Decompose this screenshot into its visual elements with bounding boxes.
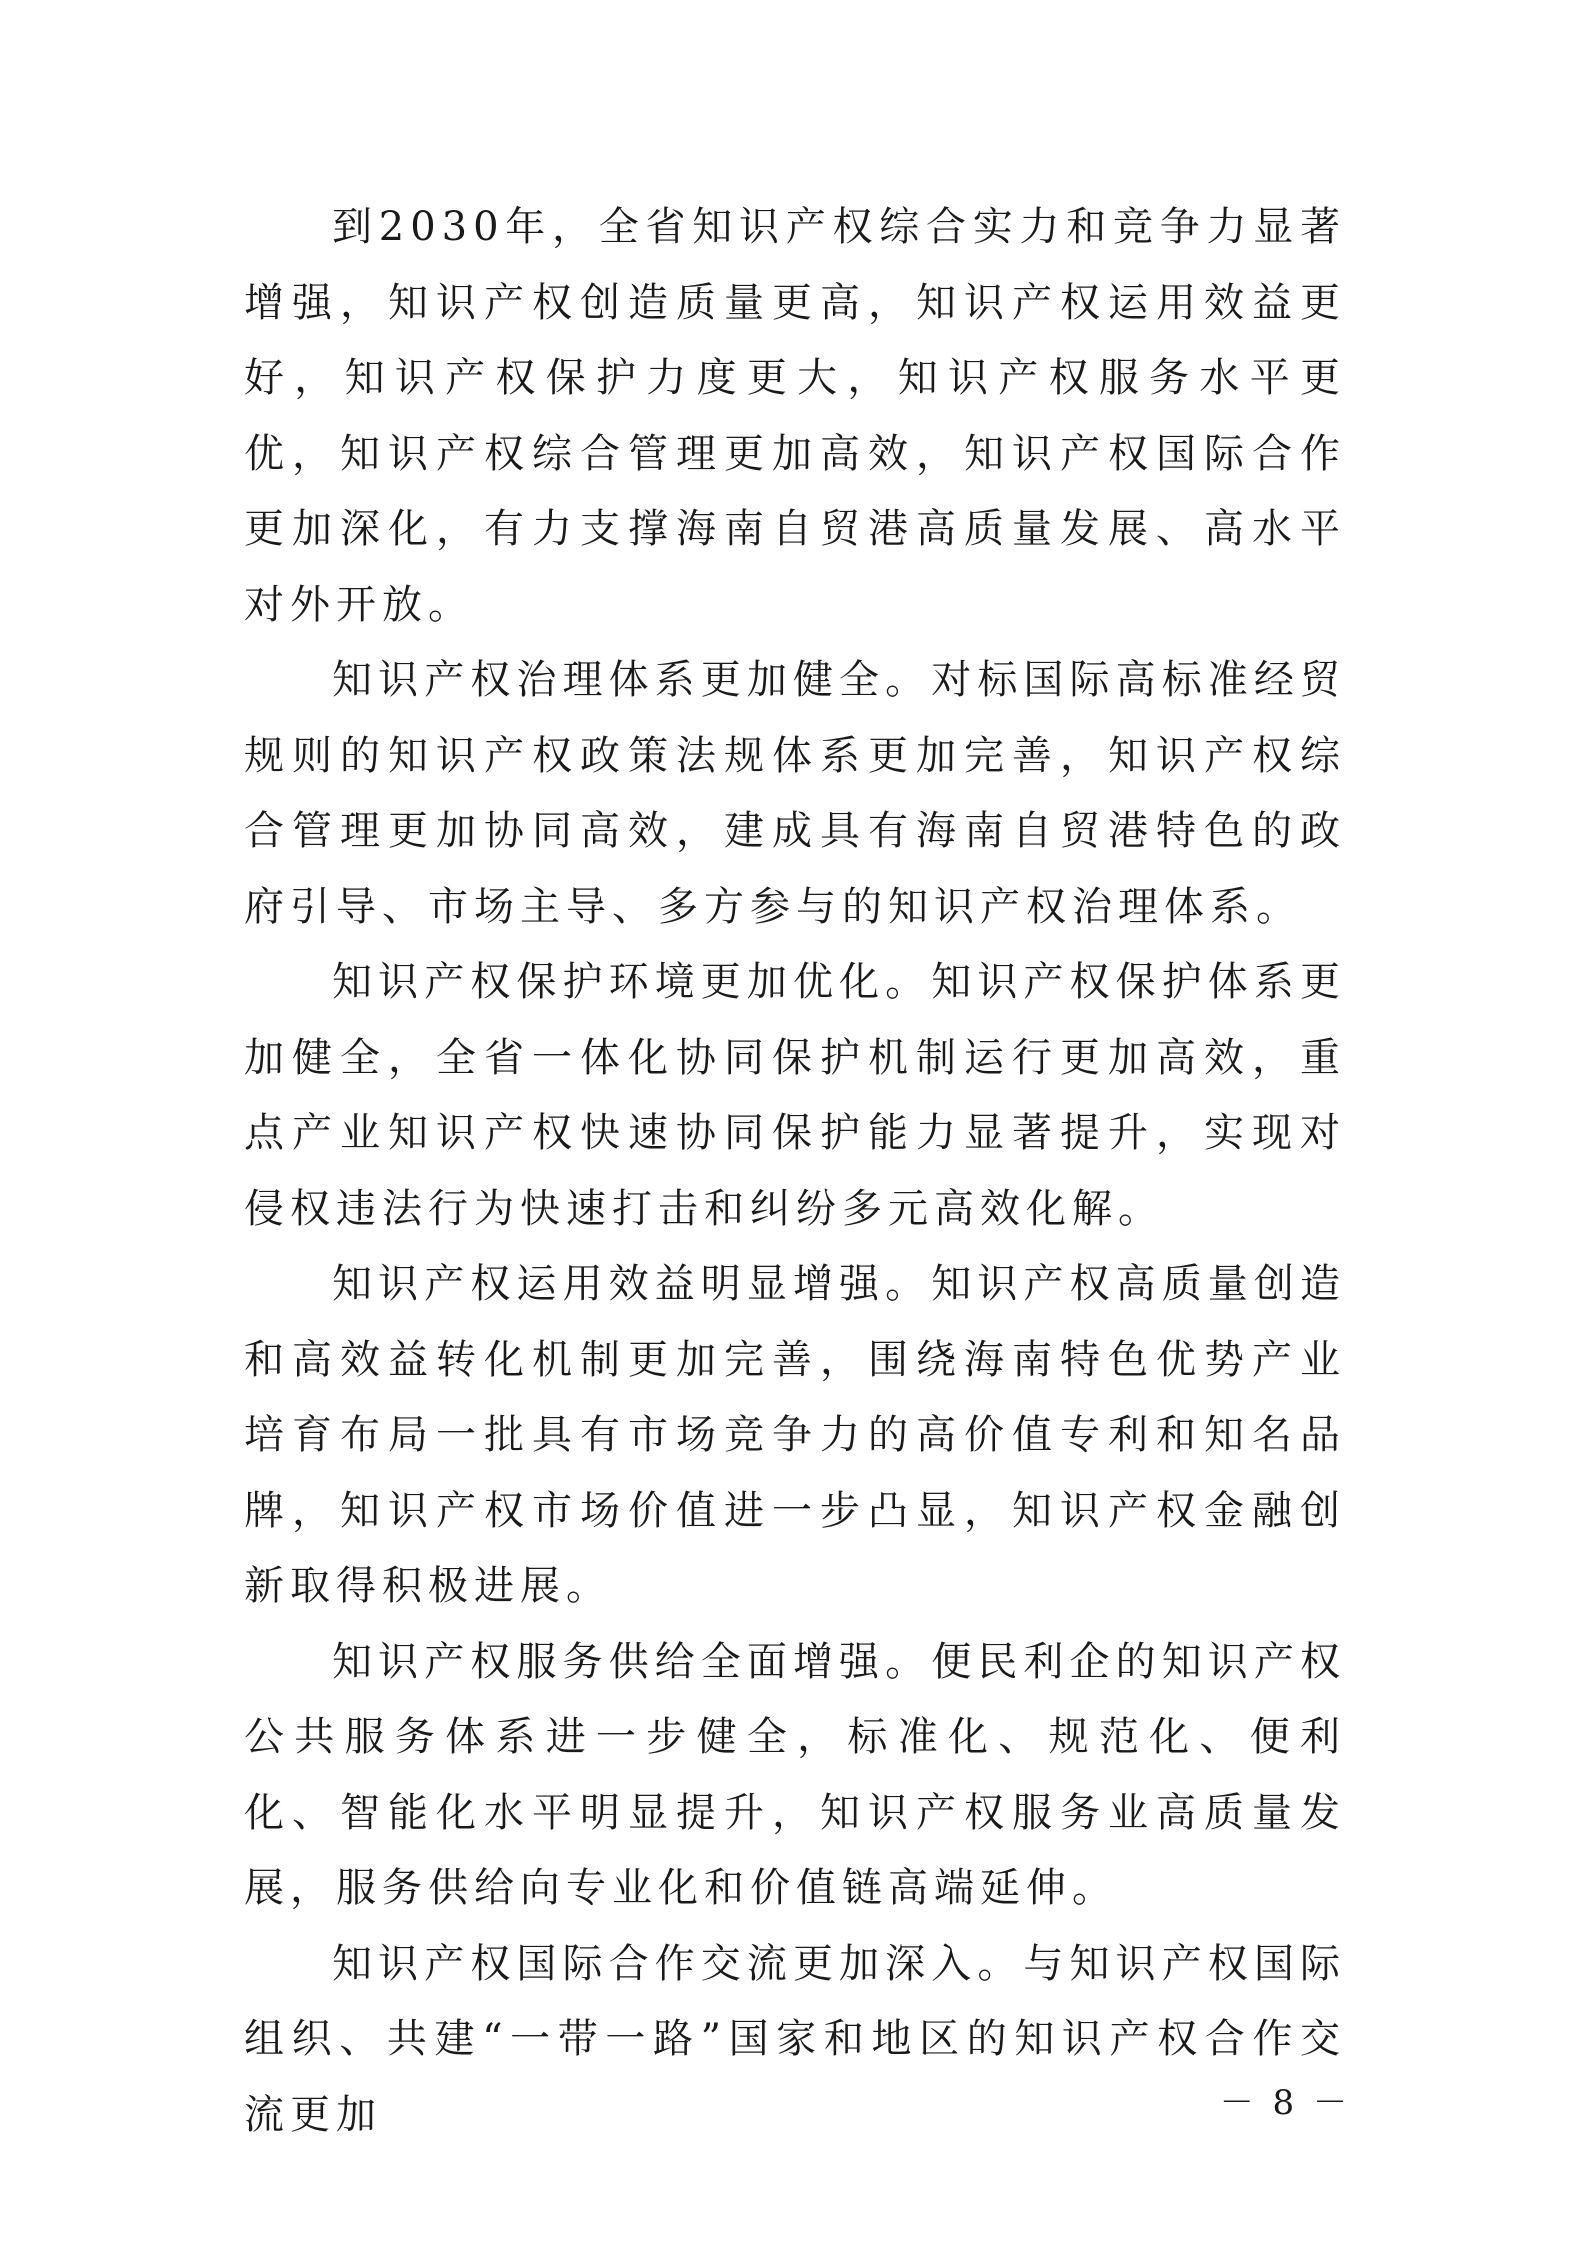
page-number: － 8 － xyxy=(1219,2083,1351,2123)
paragraph-protection-environment: 知识产权保护环境更加优化。知识产权保护体系更加健全，全省一体化协同保护机制运行更加高效，重点产业知识产权快速协同保护能力显著提升，实现对侵权违法行为快速打击和纠纷多元高效化解。 xyxy=(244,959,1346,1232)
paragraph-2030-goals: 到2030年，全省知识产权综合实力和竞争力显著增强，知识产权创造质量更高，知识产权运用效益更好，知识产权保护力度更大，知识产权服务水平更优，知识产权综合管理更加高效，知识产权国际合作更加深化，有力支撑海南自贸港高质量发展、高水平对外开放。 xyxy=(244,204,1346,628)
paragraph-utilization-benefits: 知识产权运用效益明显增强。知识产权高质量创造和高效益转化机制更加完善，围绕海南特色优势产业培育布局一批具有市场竞争力的高价值专利和知名品牌，知识产权市场价值进一步凸显，知识产权金融创新取得积极进展。 xyxy=(244,1261,1346,1609)
body-text xyxy=(244,190,1346,2153)
paragraph-international-cooperation: 知识产权国际合作交流更加深入。与知识产权国际组织、共建“一带一路”国家和地区的知识产权合作交流更加 xyxy=(244,1940,1346,2138)
paragraph-service-supply: 知识产权服务供给全面增强。便民利企的知识产权公共服务体系进一步健全，标准化、规范化、便利化、智能化水平明显提升，知识产权服务业高质量发展，服务供给向专业化和价值链高端延伸。 xyxy=(244,1638,1346,1911)
paragraph-governance-system: 知识产权治理体系更加健全。对标国际高标准经贸规则的知识产权政策法规体系更加完善，知识产权综合管理更加协同高效，建成具有海南自贸港特色的政府引导、市场主导、多方参与的知识产权治理体系。 xyxy=(244,657,1346,930)
